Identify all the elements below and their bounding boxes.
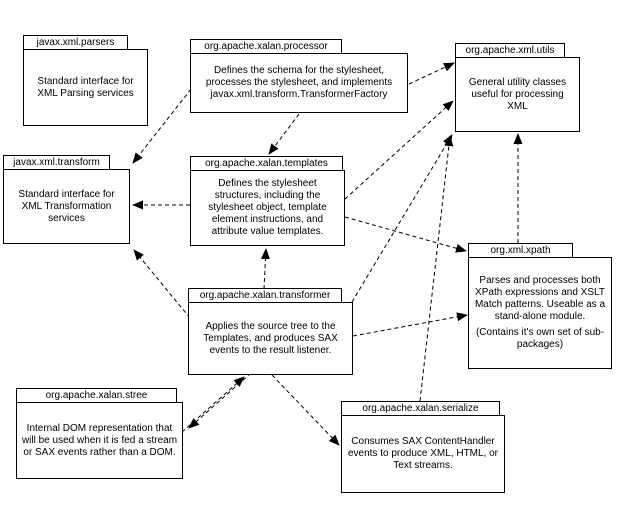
package-name-tab — [188, 288, 342, 303]
connector-transformer-to-utils — [352, 135, 452, 302]
package-description: Defines the stylesheet structures, including the stylesheet object, template element instructions, and attribute value templates. — [190, 170, 345, 246]
package-name: org.apache.xml.utils — [465, 45, 555, 56]
package-name-tab — [3, 155, 110, 170]
package-description: Applies the source tree to the Templates, and produces SAX events to the result listener. — [188, 302, 353, 375]
connector-stree-to-transformer — [182, 377, 244, 432]
package-description: General utility classes useful for processing XML — [455, 57, 580, 132]
package-org-apache-xalan-processor — [190, 39, 408, 113]
package-description-group — [468, 257, 612, 369]
connector-templates-to-utils — [345, 101, 453, 199]
connector-processor-to-utils — [409, 63, 454, 84]
package-name: org.apache.xalan.transformer — [199, 290, 331, 301]
package-name: org.apache.xalan.processor — [204, 41, 328, 52]
package-description: Standard interface for XML Transformation services — [3, 169, 130, 244]
package-javax-xml-transform — [3, 155, 130, 244]
package-org-apache-xalan-stree — [16, 388, 183, 479]
package-org-xml-xpath — [468, 243, 612, 369]
package-name: org.apache.xalan.stree — [45, 390, 148, 401]
package-name-tab — [341, 401, 500, 416]
package-name-tab — [455, 43, 565, 58]
package-description: Defines the schema for the stylesheet, processes the stylesheet, and implements javax.xml.transform.TransformerFactory — [190, 53, 408, 113]
package-name-tab — [23, 35, 128, 50]
package-name-tab — [190, 156, 343, 171]
package-org-apache-xalan-transformer — [188, 288, 353, 375]
package-name: org.apache.xalan.serialize — [362, 403, 479, 414]
package-description: Internal DOM representation that will be used when it is fed a stream or SAX events rather than a DOM. — [16, 402, 183, 479]
package-javax-xml-parsers — [23, 35, 148, 126]
package-name: org.apache.xalan.templates — [205, 158, 328, 169]
package-description: Parses and processes both XPath expressions and XSLT Match patterns. Useable as a stand-alone module. — [474, 275, 606, 322]
connector-transformer-to-serialize — [272, 375, 339, 445]
package-name-tab — [16, 388, 177, 403]
package-name: org.xml.xpath — [490, 245, 551, 256]
connector-processor-to-templates — [269, 114, 299, 154]
package-description-note: (Contains it's own set of sub-packages) — [475, 327, 605, 350]
package-org-apache-xalan-templates — [190, 156, 345, 246]
package-name-tab — [468, 243, 573, 258]
package-name-tab — [190, 39, 342, 54]
package-name: javax.xml.transform — [13, 157, 100, 168]
package-description: Consumes SAX ContentHandler events to produce XML, HTML, or Text streams. — [341, 415, 505, 493]
connector-transformer-to-templates — [264, 249, 266, 289]
package-org-apache-xalan-serialize — [341, 401, 505, 493]
connector-transformer-to-xpath — [353, 315, 467, 336]
connector-templates-to-xpath — [345, 217, 466, 251]
connector-transformer-to-transform — [134, 250, 190, 318]
package-name: javax.xml.parsers — [36, 37, 115, 48]
connector-serialize-to-utils — [420, 136, 450, 401]
connector-transformer-to-stree — [189, 373, 251, 428]
package-description: Standard interface for XML Parsing services — [23, 49, 148, 126]
package-org-apache-xml-utils — [455, 43, 580, 132]
